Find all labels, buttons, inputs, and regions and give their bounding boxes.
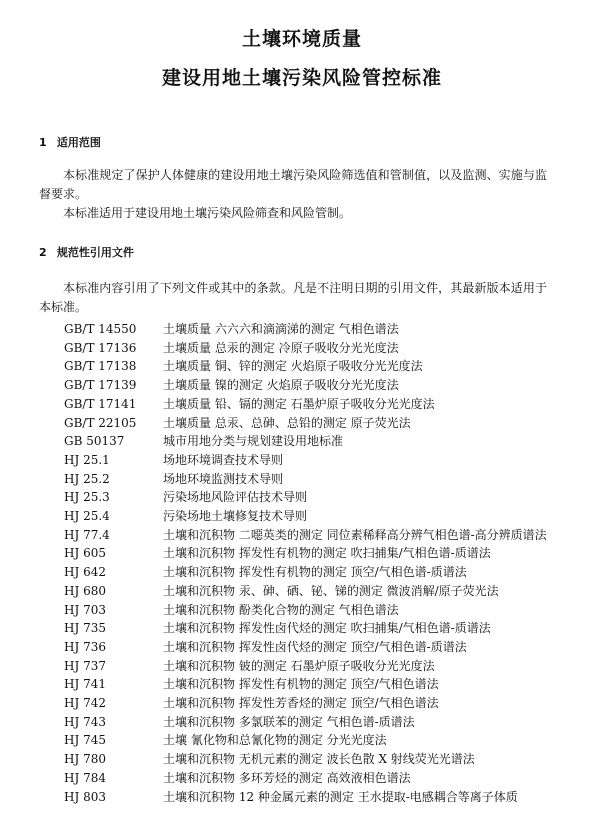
reference-item (64, 731, 554, 750)
reference-code: HJ 745 (64, 733, 106, 748)
reference-title: 土壤和沉积物 二噁英类的测定 同位素稀释高分辨气相色谱-高分辨质谱法 (163, 527, 547, 542)
reference-item (64, 414, 554, 433)
reference-code: GB/T 22105 (64, 415, 137, 430)
reference-title: 土壤和沉积物 挥发性卤代烃的测定 吹扫捕集/气相色谱-质谱法 (163, 621, 491, 636)
reference-item (64, 544, 554, 563)
reference-title: 土壤和沉积物 挥发性芳香烃的测定 顶空/气相色谱法 (163, 696, 439, 711)
reference-code: HJ 703 (64, 602, 106, 617)
reference-item (64, 563, 554, 582)
reference-item (64, 788, 554, 807)
section-number: 2 (39, 246, 47, 259)
reference-code: HJ 743 (64, 714, 106, 729)
reference-code: HJ 735 (64, 621, 106, 636)
reference-title: 土壤和沉积物 酚类化合物的测定 气相色谱法 (163, 602, 399, 617)
reference-title: 土壤 氰化物和总氰化物的测定 分光光度法 (163, 733, 387, 748)
reference-list (64, 320, 554, 806)
reference-title: 土壤和沉积物 12 种金属元素的测定 王水提取-电感耦合等离子体质 (163, 789, 518, 804)
paragraph: 本标准规定了保护人体健康的建设用地土壤污染风险筛选值和管制值，以及监测、实施与监督要求。 (39, 168, 547, 201)
reference-title: 土壤和沉积物 汞、砷、硒、铋、锑的测定 微波消解/原子荧光法 (163, 583, 499, 598)
reference-item (64, 470, 554, 489)
reference-code: HJ 741 (64, 677, 106, 692)
reference-code: HJ 25.1 (64, 452, 110, 467)
reference-title: 土壤和沉积物 无机元素的测定 波长色散 X 射线荧光光谱法 (163, 752, 475, 767)
section-number: 1 (39, 136, 47, 149)
reference-title: 土壤和沉积物 铍的测定 石墨炉原子吸收分光光度法 (163, 658, 435, 673)
reference-item (64, 376, 554, 395)
reference-item (64, 769, 554, 788)
reference-item (64, 432, 554, 451)
reference-title: 土壤和沉积物 多环芳烃的测定 高效液相色谱法 (163, 770, 411, 785)
section-heading-scope (39, 134, 101, 150)
reference-code: HJ 25.2 (64, 471, 110, 486)
document-title-line2: 建设用地土壤污染风险管控标准 (161, 67, 442, 89)
reference-code: HJ 680 (64, 583, 106, 598)
section-title: 规范性引用文件 (56, 246, 134, 259)
reference-title: 场地环境调查技术导则 (163, 452, 284, 467)
reference-code: HJ 780 (64, 752, 106, 767)
reference-title: 污染场地风险评估技术导则 (163, 490, 308, 505)
reference-item (64, 694, 554, 713)
reference-code: GB/T 17138 (64, 359, 137, 374)
reference-code: HJ 784 (64, 770, 106, 785)
reference-code: HJ 737 (64, 658, 106, 673)
reference-item (64, 507, 554, 526)
reference-code: GB/T 14550 (64, 322, 137, 336)
reference-title: 土壤和沉积物 多氯联苯的测定 气相色谱-质谱法 (163, 714, 415, 729)
reference-item (64, 395, 554, 414)
reference-title: 土壤和沉积物 挥发性有机物的测定 顶空/气相色谱法 (163, 677, 439, 692)
reference-item (64, 339, 554, 358)
reference-item (64, 657, 554, 676)
reference-code: GB 50137 (64, 434, 125, 449)
reference-item (64, 750, 554, 769)
reference-item (64, 357, 554, 376)
reference-title: 土壤质量 铜、锌的测定 火焰原子吸收分光光度法 (163, 359, 423, 374)
reference-code: HJ 77.4 (64, 527, 110, 542)
reference-item (64, 619, 554, 638)
paragraph: 本标准适用于建设用地土壤污染风险筛查和风险管制。 (63, 206, 352, 220)
reference-item (64, 601, 554, 620)
reference-item (64, 488, 554, 507)
reference-code: GB/T 17141 (64, 396, 137, 411)
reference-title: 污染场地土壤修复技术导则 (163, 509, 308, 524)
paragraph: 本标准内容引用了下列文件或其中的条款。凡是不注明日期的引用文件，其最新版本适用于本标准。 (39, 281, 547, 314)
reference-item (64, 582, 554, 601)
reference-item (64, 675, 554, 694)
reference-item (64, 451, 554, 470)
reference-title: 土壤和沉积物 挥发性有机物的测定 吹扫捕集/气相色谱-质谱法 (163, 546, 491, 561)
reference-code: HJ 605 (64, 546, 106, 561)
reference-code: HJ 25.3 (64, 490, 110, 505)
reference-code: HJ 742 (64, 696, 106, 711)
reference-title: 土壤和沉积物 挥发性卤代烃的测定 顶空/气相色谱-质谱法 (163, 639, 467, 654)
reference-title: 土壤质量 铅、镉的测定 石墨炉原子吸收分光光度法 (163, 396, 435, 411)
reference-item (64, 713, 554, 732)
reference-item (64, 526, 554, 545)
reference-code: HJ 803 (64, 789, 106, 804)
section-heading-normative-references (39, 244, 134, 260)
reference-title: 土壤质量 总汞的测定 冷原子吸收分光光度法 (163, 340, 399, 355)
reference-title: 土壤质量 六六六和滴滴涕的测定 气相色谱法 (163, 322, 399, 336)
document-title-line1: 土壤环境质量 (241, 28, 362, 50)
reference-item (64, 638, 554, 657)
reference-title: 土壤和沉积物 挥发性有机物的测定 顶空/气相色谱-质谱法 (163, 565, 467, 580)
reference-code: HJ 25.4 (64, 509, 110, 524)
reference-title: 场地环境监测技术导则 (163, 471, 284, 486)
reference-code: HJ 642 (64, 565, 106, 580)
reference-code: HJ 736 (64, 639, 106, 654)
reference-item (64, 320, 554, 339)
reference-code: GB/T 17139 (64, 378, 137, 393)
reference-code: GB/T 17136 (64, 340, 137, 355)
reference-title: 城市用地分类与规划建设用地标准 (163, 434, 344, 449)
reference-title: 土壤质量 镍的测定 火焰原子吸收分光光度法 (163, 378, 399, 393)
section-title: 适用范围 (56, 136, 101, 149)
reference-title: 土壤质量 总汞、总砷、总铅的测定 原子荧光法 (163, 415, 411, 430)
